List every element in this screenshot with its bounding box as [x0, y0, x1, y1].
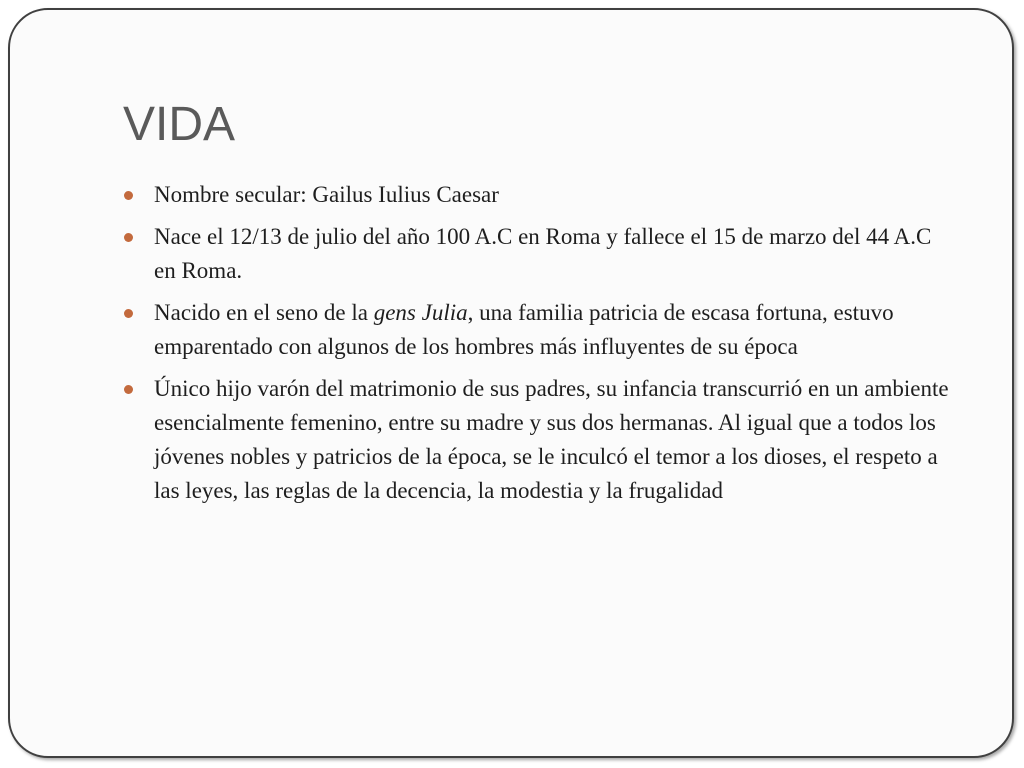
bullet-item	[124, 220, 949, 288]
italic-term: gens Julia	[373, 300, 468, 325]
bullet-dot-icon	[124, 233, 133, 242]
bullet-text: Nace el 12/13 de julio del año 100 A.C en Roma y fallece el 15 de marzo del 44 A.C en Roma.	[154, 224, 932, 283]
slide	[8, 8, 1014, 758]
bullet-item	[124, 296, 949, 364]
bullet-item	[124, 372, 949, 508]
bullet-text: Único hijo varón del matrimonio de sus padres, su infancia transcurrió en un ambiente esencialmente femenino, entre su madre y sus dos hermanas. Al igual que a todos los jóvenes nobles y patricios de la época, se le inculcó el temor a los dioses, el respeto a las leyes, las reglas de la decencia, la modestia y la frugalidad	[154, 376, 949, 503]
bullet-text-before: Nacido en el seno de la	[154, 300, 374, 325]
slide-title: VIDA	[123, 98, 236, 151]
bullet-dot-icon	[124, 385, 133, 394]
bullet-text: Nombre secular: Gailus Iulius Caesar	[154, 182, 499, 207]
bullet-item	[124, 178, 949, 212]
bullet-text-after: , una familia patricia de escasa fortuna, estuvo emparentado con algunos de los hombres más influyentes de su época	[154, 300, 894, 359]
bullet-list	[124, 178, 949, 516]
bullet-dot-icon	[124, 309, 133, 318]
bullet-dot-icon	[124, 191, 133, 200]
